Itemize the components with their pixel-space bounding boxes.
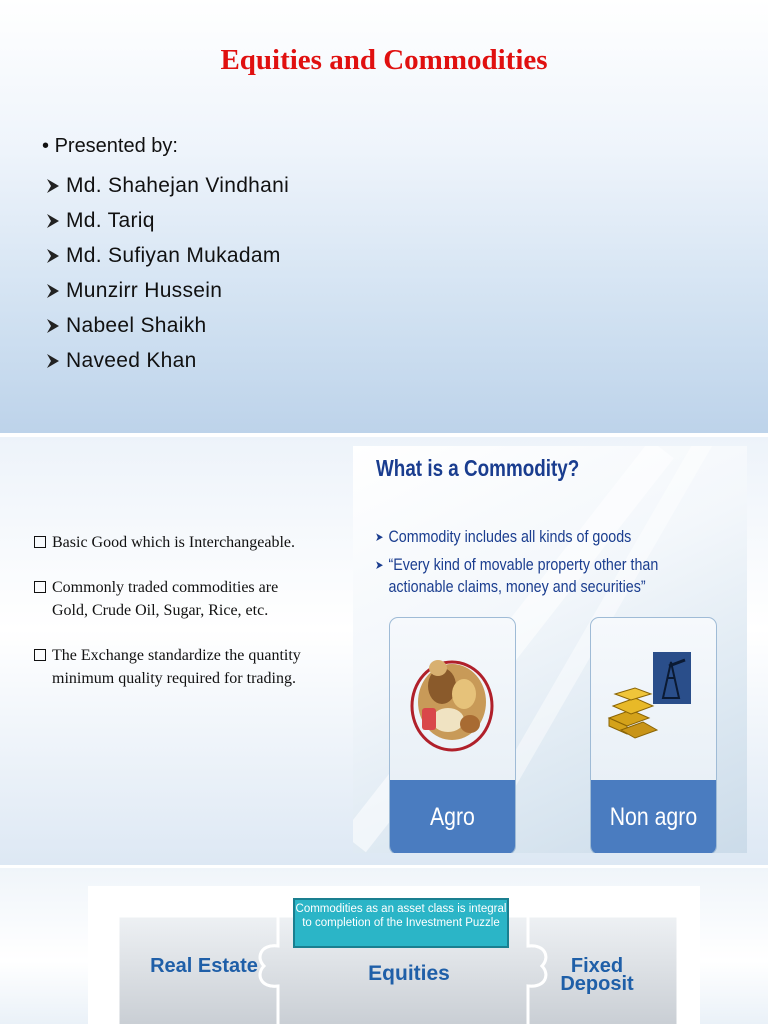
card-title: What is a Commodity? (376, 455, 580, 481)
card-bullet (375, 526, 711, 548)
presenter-name: Munzirr Hussein (66, 278, 223, 302)
piece-real-estate: Real Estate (150, 955, 258, 977)
card-bullet-text: “Every kind of movable property other than actionable claims, money and securities” (388, 555, 659, 596)
investment-puzzle-slide (0, 868, 768, 1024)
non-agro-caption-text: Non agro (609, 802, 698, 831)
checkbox-bullet-icon (34, 581, 46, 593)
card-bullet (375, 554, 711, 598)
presenter-name: Md. Shahejan Vindhani (66, 173, 290, 197)
piece-fixed-deposit: Fixed Deposit (560, 955, 634, 995)
arrow-bullet-icon (45, 210, 61, 232)
point-text: Basic Good which is Interchangeable. (52, 534, 296, 551)
presenter-item (45, 308, 289, 343)
agro-caption-text: Agro (430, 802, 475, 831)
non-agro-caption (591, 780, 716, 853)
arrow-bullet-icon (45, 175, 61, 197)
what-is-commodity-card (353, 446, 747, 853)
presenter-item (45, 168, 289, 203)
point-text: The Exchange standardize the quantity minimum quality required for trading. (52, 647, 301, 687)
commodity-points (34, 531, 334, 712)
arrow-bullet-icon (45, 350, 61, 372)
presenter-name: Md. Sufiyan Mukadam (66, 243, 281, 267)
piece-equities: Equities (368, 962, 450, 985)
agro-caption (390, 780, 515, 853)
arrow-bullet-icon (45, 245, 61, 267)
commodity-slide (0, 437, 768, 865)
presenter-list (45, 168, 289, 378)
point-text: Commonly traded commodities are Gold, Crude Oil, Sugar, Rice, etc. (52, 579, 279, 619)
agro-box (389, 617, 516, 853)
presented-by-text: Presented by: (54, 135, 178, 157)
food-bowl-image (400, 636, 504, 760)
presenter-item (45, 343, 289, 378)
card-bullets (375, 526, 711, 604)
point-item (34, 644, 334, 690)
non-agro-box (590, 617, 717, 853)
checkbox-bullet-icon (34, 536, 46, 548)
arrow-bullet-icon: ➤ (375, 530, 384, 544)
title-slide (0, 0, 768, 433)
presenter-item (45, 238, 289, 273)
presenter-name: Nabeel Shaikh (66, 313, 207, 337)
asset-class-callout: Commodities as an asset class is integral to completion of the Investment Puzzle (293, 898, 509, 948)
gold-and-oil-image (603, 648, 707, 748)
arrow-bullet-icon (45, 280, 61, 302)
presenter-name: Md. Tariq (66, 208, 155, 232)
presenter-name: Naveed Khan (66, 348, 197, 372)
presenter-item (45, 203, 289, 238)
presenter-item (45, 273, 289, 308)
arrow-bullet-icon: ➤ (375, 558, 384, 572)
point-item (34, 576, 334, 622)
slide-title: Equities and Commodities (220, 44, 548, 76)
presented-by-label: • Presented by: (42, 135, 178, 157)
point-item (34, 531, 334, 554)
card-bullet-text: Commodity includes all kinds of goods (388, 527, 632, 546)
arrow-bullet-icon (45, 315, 61, 337)
checkbox-bullet-icon (34, 649, 46, 661)
